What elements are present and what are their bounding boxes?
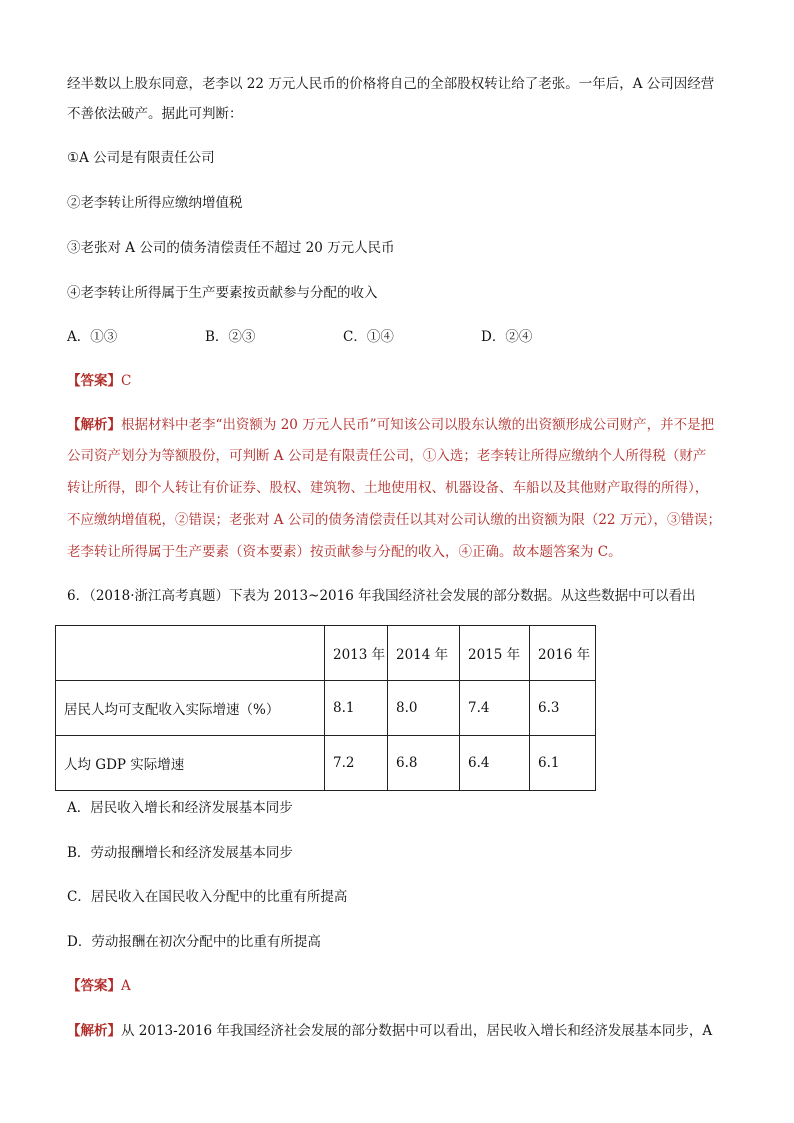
- q5-stem-line-2: 不善依法破产。据此可判断：: [67, 106, 243, 122]
- q5-answer-value: C: [121, 373, 132, 389]
- q5-analysis-label: 【解析】: [67, 417, 121, 433]
- q5-analysis-line-2: 公司资产划分为等额股份，可判断 A 公司是有限责任公司，①入选；老李转让所得应缴纳个人所得税（财产: [67, 448, 707, 464]
- table-cell: 6.1: [530, 736, 596, 791]
- q6-question: 6．（2018·浙江高考真题）下表为 2013~2016 年我国经济社会发展的部分数据。从这些数据中可以看出: [67, 588, 696, 604]
- q6-option-a: A．居民收入增长和经济发展基本同步: [67, 800, 293, 816]
- table-header-cell: 2016 年: [530, 626, 596, 681]
- table-cell: 人均 GDP 实际增速: [56, 736, 325, 791]
- table-cell: 6.3: [530, 681, 596, 736]
- table-header-cell: [56, 626, 325, 681]
- table-cell: 6.4: [460, 736, 530, 791]
- table-header-cell: 2014 年: [388, 626, 460, 681]
- q6-analysis-label: 【解析】: [67, 1023, 121, 1039]
- q5-analysis-line-1: [67, 415, 714, 435]
- q5-answer-label: 【答案】: [67, 373, 121, 389]
- q5-option-c: C．①④: [343, 329, 394, 345]
- q6-option-d: D．劳动报酬在初次分配中的比重有所提高: [67, 934, 321, 950]
- q6-answer-label: 【答案】: [67, 978, 121, 994]
- q5-statement-2: ②老李转让所得应缴纳增值税: [67, 195, 243, 211]
- q5-analysis-line-5: 老李转让所得属于生产要素（资本要素）按贡献参与分配的收入，④正确。故本题答案为 C。: [67, 544, 622, 560]
- q5-analysis-line-3: 转让所得，即个人转让有价证券、股权、建筑物、土地使用权、机器设备、车船以及其他财产取得的所得），: [67, 480, 709, 496]
- table-cell: 8.1: [325, 681, 388, 736]
- q5-option-a: A．①③: [67, 329, 118, 345]
- q5-statement-4: ④老李转让所得属于生产要素按贡献参与分配的收入: [67, 285, 378, 301]
- q5-answer: [67, 371, 131, 391]
- q6-analysis: [67, 1021, 712, 1041]
- q5-analysis-text-1: 根据材料中老李“出资额为 20 万元人民币”可知该公司以股东认缴的出资额形成公司财产，并不是把: [121, 417, 715, 433]
- table-header-row: [56, 626, 596, 681]
- q5-statement-3: ③老张对 A 公司的债务清偿责任不超过 20 万元人民币: [67, 240, 395, 256]
- table-cell: 6.8: [388, 736, 460, 791]
- table-row: [56, 736, 596, 791]
- q5-option-b: B．②③: [205, 329, 256, 345]
- q5-analysis-line-4: 不应缴纳增值税，②错误；老张对 A 公司的债务清偿责任以其对公司认缴的出资额为限（22 万元），③错误；: [67, 512, 722, 528]
- table-cell: 居民人均可支配收入实际增速（%）: [56, 681, 325, 736]
- q5-statement-1: ①A 公司是有限责任公司: [67, 150, 215, 166]
- table-header-cell: 2013 年: [325, 626, 388, 681]
- table-cell: 8.0: [388, 681, 460, 736]
- q6-data-table: [55, 625, 596, 791]
- table-row: [56, 681, 596, 736]
- q6-option-c: C．居民收入在国民收入分配中的比重有所提高: [67, 889, 348, 905]
- q5-option-d: D．②④: [481, 329, 533, 345]
- table-cell: 7.2: [325, 736, 388, 791]
- q6-analysis-text: 从 2013-2016 年我国经济社会发展的部分数据中可以看出，居民收入增长和经济发展基本同步，A: [121, 1023, 713, 1039]
- q5-stem-line-1: 经半数以上股东同意，老李以 22 万元人民币的价格将自己的全部股权转让给了老张。一年后，A 公司因经营: [67, 76, 715, 92]
- table-cell: 7.4: [460, 681, 530, 736]
- q6-option-b: B．劳动报酬增长和经济发展基本同步: [67, 845, 293, 861]
- q6-answer: [67, 976, 131, 996]
- q6-answer-value: A: [121, 978, 131, 994]
- table-header-cell: 2015 年: [460, 626, 530, 681]
